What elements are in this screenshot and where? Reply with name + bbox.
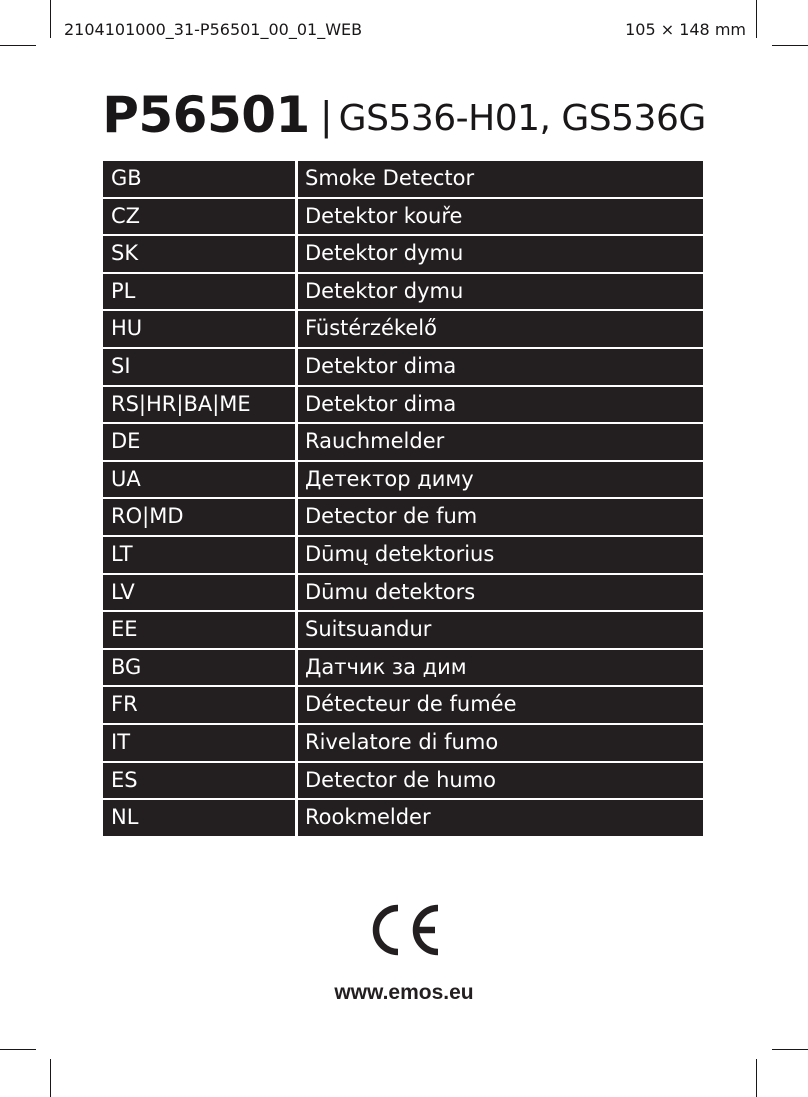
language-code: UA: [103, 462, 295, 498]
website-link[interactable]: www.emos.eu: [334, 981, 474, 1004]
product-name-translation: Dūmu detektors: [298, 575, 703, 611]
product-name-translation: Detektor kouře: [298, 199, 703, 235]
table-row: [103, 499, 703, 535]
ce-mark-icon: [364, 900, 444, 960]
table-row: [103, 311, 703, 347]
language-code: IT: [103, 725, 295, 761]
language-code: SK: [103, 236, 295, 272]
crop-mark-bottom-left-horizontal: [0, 1049, 36, 1050]
product-name-translation: Detektor dymu: [298, 274, 703, 310]
page-title: [0, 84, 808, 158]
language-code: LV: [103, 575, 295, 611]
table-row: [103, 800, 703, 836]
crop-mark-top-right-horizontal: [772, 45, 808, 46]
title-separator: |: [319, 94, 333, 138]
crop-mark-top-left-horizontal: [0, 45, 36, 46]
language-code: PL: [103, 274, 295, 310]
table-row: [103, 387, 703, 423]
product-name-translation: Детектор диму: [298, 462, 703, 498]
language-code: ES: [103, 763, 295, 799]
document-id: 2104101000_31-P56501_00_01_WEB: [64, 20, 363, 39]
model-variants: GS536-H01, GS536G: [338, 98, 706, 139]
language-code: FR: [103, 687, 295, 723]
crop-mark-bottom-left-vertical: [50, 1059, 51, 1097]
table-row: [103, 462, 703, 498]
table-row: [103, 349, 703, 385]
product-name-translation: Rookmelder: [298, 800, 703, 836]
product-name-translation: Rivelatore di fumo: [298, 725, 703, 761]
product-name-translation: Suitsuandur: [298, 612, 703, 648]
table-row: [103, 236, 703, 272]
language-code: GB: [103, 161, 295, 197]
product-name-translation: Detektor dymu: [298, 236, 703, 272]
product-name-translation: Détecteur de fumée: [298, 687, 703, 723]
table-row: [103, 725, 703, 761]
table-row: [103, 575, 703, 611]
language-code: BG: [103, 650, 295, 686]
language-code: HU: [103, 311, 295, 347]
language-code: RO|MD: [103, 499, 295, 535]
crop-mark-top-right-vertical: [756, 0, 757, 38]
language-code: SI: [103, 349, 295, 385]
product-name-translation: Detektor dima: [298, 349, 703, 385]
product-name-translation: Smoke Detector: [298, 161, 703, 197]
table-row: [103, 687, 703, 723]
product-name-translation: Датчик за дим: [298, 650, 703, 686]
product-name-translation: Rauchmelder: [298, 424, 703, 460]
product-name-translation: Füstérzékelő: [298, 311, 703, 347]
crop-mark-top-left-vertical: [50, 0, 51, 38]
product-name-translation: Detector de humo: [298, 763, 703, 799]
table-row: [103, 763, 703, 799]
language-code: RS|HR|BA|ME: [103, 387, 295, 423]
language-code: LT: [103, 537, 295, 573]
product-name-translation: Dūmų detektorius: [298, 537, 703, 573]
language-code: NL: [103, 800, 295, 836]
language-code: CZ: [103, 199, 295, 235]
page-size-label: 105 × 148 mm: [625, 20, 746, 39]
crop-mark-bottom-right-vertical: [756, 1059, 757, 1097]
table-row: [103, 612, 703, 648]
language-table: [103, 161, 703, 838]
table-row: [103, 424, 703, 460]
table-row: [103, 650, 703, 686]
product-name-translation: Detektor dima: [298, 387, 703, 423]
table-row: [103, 274, 703, 310]
table-row: [103, 161, 703, 197]
language-code: DE: [103, 424, 295, 460]
table-row: [103, 537, 703, 573]
language-code: EE: [103, 612, 295, 648]
crop-mark-bottom-right-horizontal: [772, 1049, 808, 1050]
table-row: [103, 199, 703, 235]
product-name-translation: Detector de fum: [298, 499, 703, 535]
model-number: P56501: [102, 86, 310, 144]
